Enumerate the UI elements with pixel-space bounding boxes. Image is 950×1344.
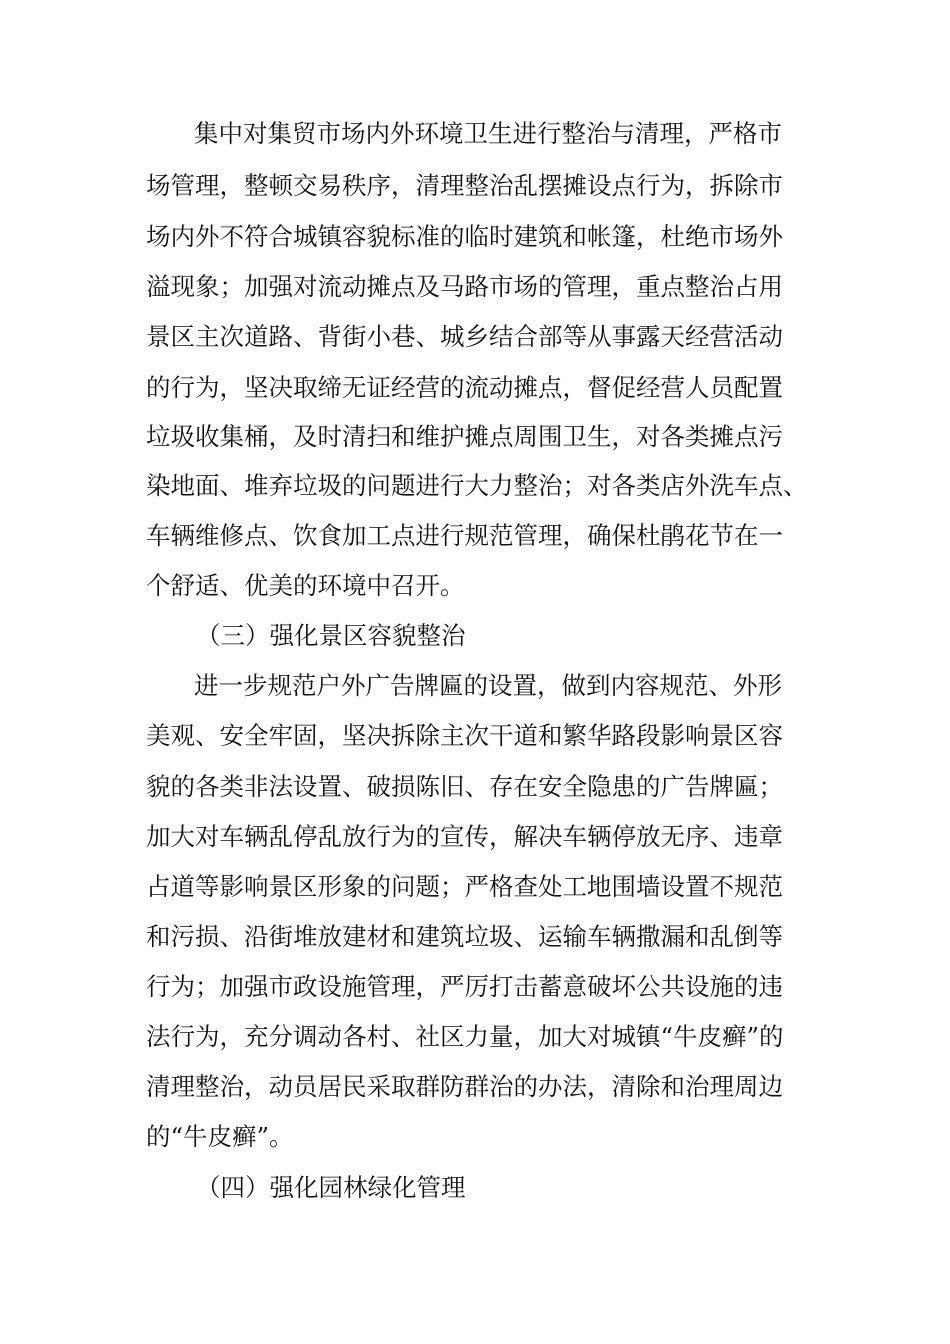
- paragraph-line: 集中对集贸市场内外环境卫生进行整治与清理，严格市: [194, 119, 782, 148]
- section-3-heading: （三）强化景区容貌整治: [196, 621, 466, 650]
- paragraph-line: 美观、安全牢固，坚决拆除主次干道和繁华路段影响景区容: [146, 721, 783, 750]
- section-4-heading: （四）强化园林绿化管理: [196, 1173, 466, 1202]
- paragraph-line: 清理整治，动员居民采取群防群治的办法，清除和治理周边: [146, 1072, 783, 1101]
- paragraph-line: 场管理，整顿交易秩序，清理整治乱摆摊设点行为，拆除市: [146, 171, 783, 200]
- paragraph-line: 景区主次道路、背街小巷、城乡结合部等从事露天经营活动: [146, 322, 783, 351]
- paragraph-line: 场内外不符合城镇容貌标准的临时建筑和帐篷，杜绝市场外: [146, 222, 783, 251]
- paragraph-line: 溢现象；加强对流动摊点及马路市场的管理，重点整治占用: [146, 272, 783, 301]
- paragraph-line: 进一步规范户外广告牌匾的设置，做到内容规范、外形: [194, 671, 782, 700]
- paragraph-line: 垃圾收集桶，及时清扫和维护摊点周围卫生，对各类摊点污: [146, 422, 783, 451]
- paragraph-line: 和污损、沿街堆放建材和建筑垃圾、运输车辆撒漏和乱倒等: [146, 922, 783, 951]
- paragraph-line: 貌的各类非法设置、破损陈旧、存在安全隐患的广告牌匾；: [146, 772, 783, 801]
- paragraph-line: 个舒适、优美的环境中召开。: [146, 571, 465, 600]
- paragraph-line: 行为；加强市政设施管理，严厉打击蓄意破坏公共设施的违: [146, 972, 783, 1001]
- paragraph-line: 染地面、堆弃垃圾的问题进行大力整治；对各类店外洗车点、: [146, 471, 808, 500]
- paragraph-line: 占道等影响景区形象的问题；严格查处工地围墙设置不规范: [146, 872, 783, 901]
- paragraph-line: 加大对车辆乱停乱放行为的宣传，解决车辆停放无序、违章: [146, 822, 783, 851]
- paragraph-line: 的行为，坚决取缔无证经营的流动摊点，督促经营人员配置: [146, 373, 783, 402]
- paragraph-line: 的“牛皮癣”。: [146, 1122, 294, 1151]
- paragraph-line: 法行为，充分调动各村、社区力量，加大对城镇“牛皮癣”的: [146, 1022, 784, 1051]
- paragraph-line: 车辆维修点、饮食加工点进行规范管理，确保杜鹃花节在一: [146, 521, 783, 550]
